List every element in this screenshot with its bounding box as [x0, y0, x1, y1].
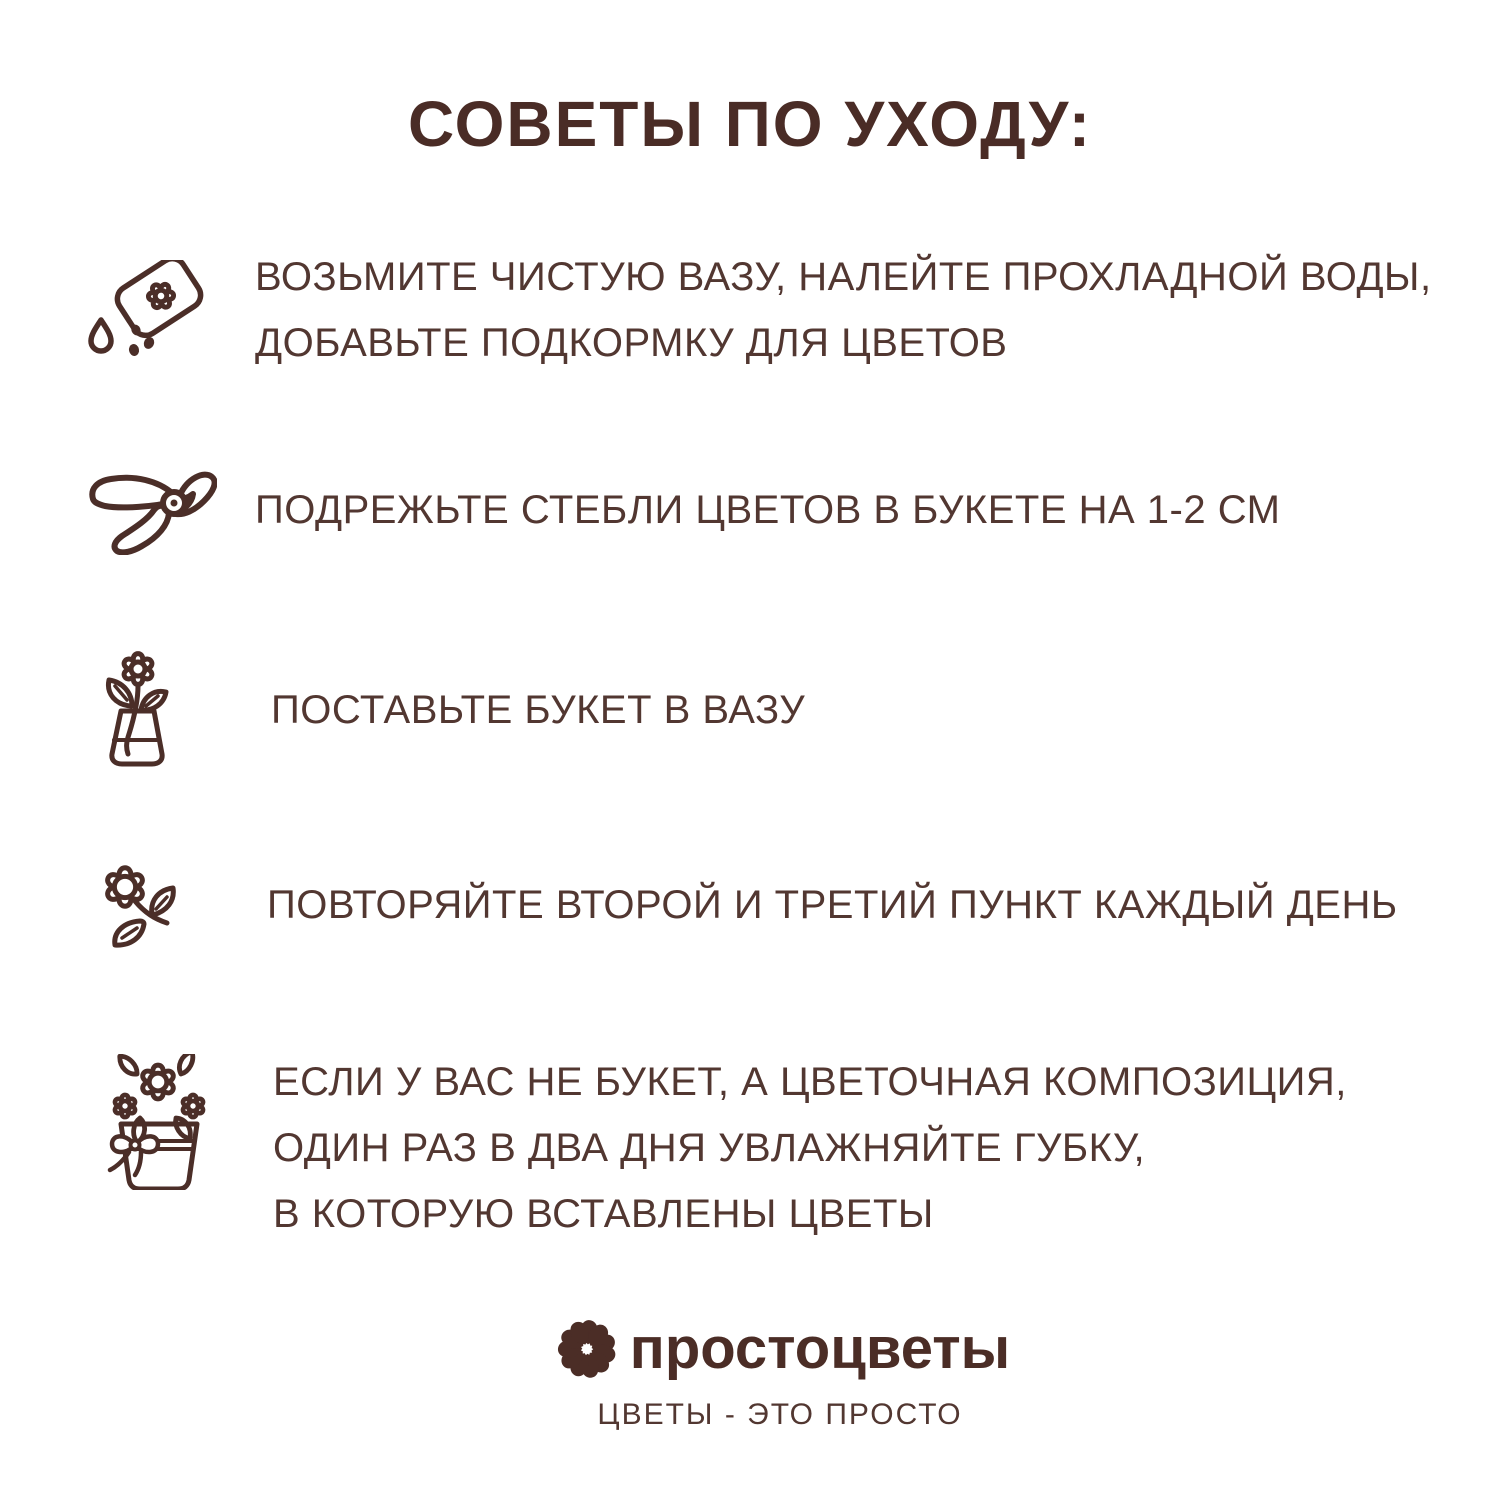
tip-1-line-1: ВОЗЬМИТЕ ЧИСТУЮ ВАЗУ, НАЛЕЙТЕ ПРОХЛАДНОЙ ВОДЫ, — [255, 255, 1432, 299]
brand-flower-logo-icon — [550, 1312, 624, 1386]
tip-row-5 — [85, 1040, 1440, 1255]
tip-row-2 — [85, 445, 1440, 575]
tip-row-4 — [85, 835, 1440, 975]
tip-2-icon-cell — [85, 465, 255, 555]
tip-5-line-2: ОДИН РАЗ В ДВА ДНЯ УВЛАЖНЯЙТЕ ГУБКУ, — [273, 1125, 1146, 1170]
tip-row-3 — [85, 640, 1440, 780]
brand-block — [550, 1312, 1010, 1432]
tip-1-icon-cell — [85, 260, 255, 360]
pruning-shears-icon — [85, 465, 217, 555]
tip-1-line-2: ДОБАВЬТЕ ПОДКОРМКУ ДЛЯ ЦВЕТОВ — [255, 321, 1008, 365]
tip-5-icon-cell — [85, 1040, 273, 1190]
brand-name: простоцветы — [629, 1316, 1011, 1381]
tip-2-line-1: ПОДРЕЖЬТЕ СТЕБЛИ ЦВЕТОВ В БУКЕТЕ НА 1-2 СМ — [255, 488, 1281, 532]
tip-5-line-1: ЕСЛИ У ВАС НЕ БУКЕТ, А ЦВЕТОЧНАЯ КОМПОЗИЦИЯ, — [273, 1059, 1347, 1104]
flower-icon — [97, 859, 181, 951]
brand-row — [550, 1312, 1010, 1386]
tip-4-line-1: ПОВТОРЯЙТЕ ВТОРОЙ И ТРЕТИЙ ПУНКТ КАЖДЫЙ ДЕНЬ — [267, 883, 1398, 927]
flower-in-vase-icon — [101, 648, 171, 772]
page-title: СОВЕТЫ ПО УХОДУ: — [407, 88, 1093, 160]
footer — [0, 1312, 1500, 1432]
tip-3-text — [271, 677, 805, 743]
tip-3-icon-cell — [85, 648, 271, 772]
tip-3-line-1: ПОСТАВЬТЕ БУКЕТ В ВАЗУ — [271, 688, 806, 732]
tip-5-line-3: В КОТОРУЮ ВСТАВЛЕНЫ ЦВЕТЫ — [273, 1191, 934, 1236]
fertilizer-sachet-icon — [85, 260, 207, 360]
brand-tagline: ЦВЕТЫ - ЭТО ПРОСТО — [597, 1398, 963, 1431]
flower-arrangement-pot-icon — [103, 1054, 215, 1190]
tip-5-text — [273, 1049, 1347, 1247]
tip-4-icon-cell — [85, 859, 267, 951]
tip-2-text — [255, 477, 1280, 543]
tip-1-text — [255, 244, 1432, 376]
tip-row-1 — [85, 240, 1440, 380]
tip-4-text — [267, 872, 1398, 938]
